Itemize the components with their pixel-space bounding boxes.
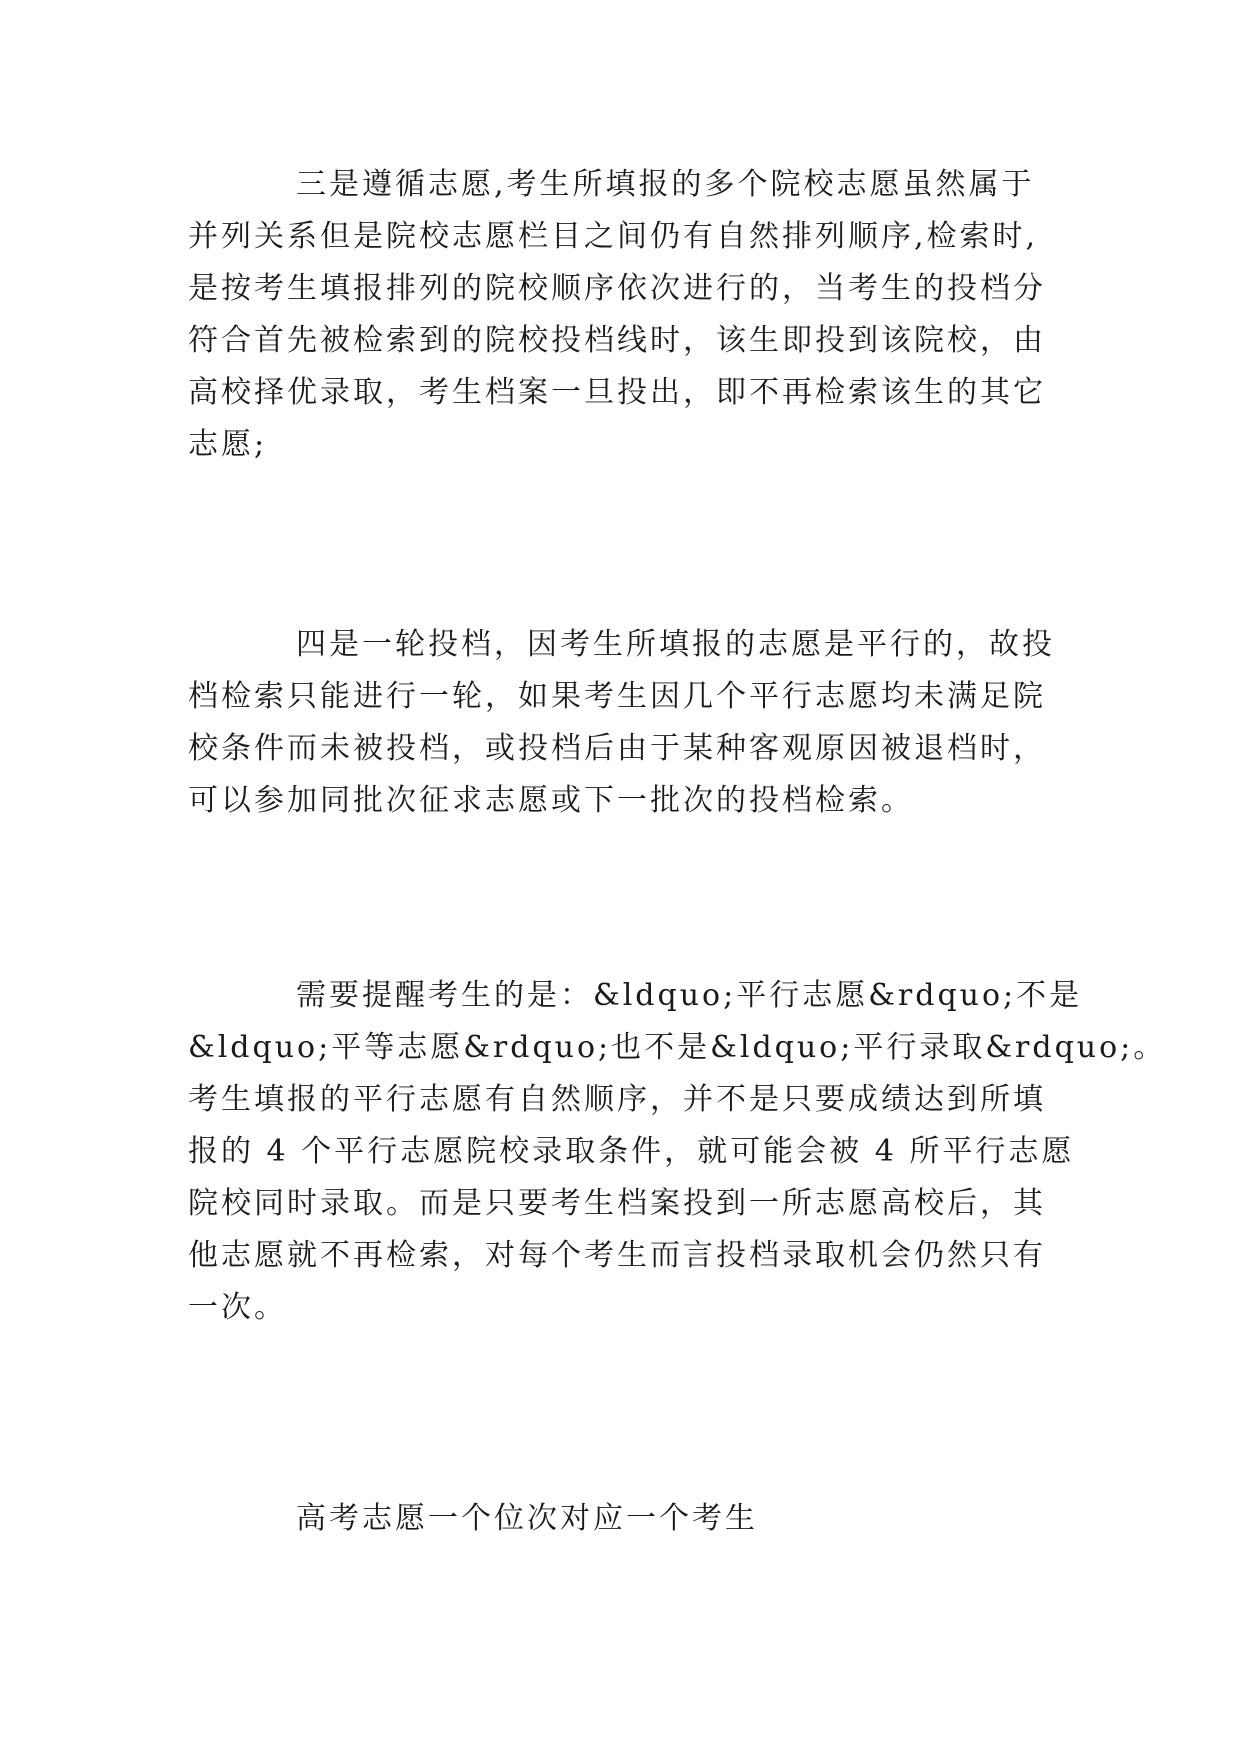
heading-text: 高考志愿一个位次对应一个考生 [296, 1501, 758, 1536]
text-line: 考生填报的平行志愿有自然顺序，并不是只要成绩达到所填 [188, 1082, 1046, 1117]
text-line: 可以参加同批次征求志愿或下一批次的投档检索。 [188, 783, 914, 818]
section-heading [188, 1493, 1088, 1545]
text-line: 三是遵循志愿,考生所填报的多个院校志愿虽然属于 [296, 167, 1035, 202]
text-line: 院校同时录取。而是只要考生档案投到一所志愿高校后，其 [188, 1186, 1046, 1221]
text-line: 符合首先被检索到的院校投档线时，该生即投到该院校，由 [188, 323, 1046, 358]
text-line: 是按考生填报排列的院校顺序依次进行的，当考生的投档分 [188, 271, 1046, 306]
text-line: 志愿; [188, 427, 268, 462]
text-line: 校条件而未被投档，或投档后由于某种客观原因被退档时， [188, 731, 1046, 766]
text-line: 并列关系但是院校志愿栏目之间仍有自然排列顺序,检索时, [188, 219, 1039, 254]
paragraph-principle-four [188, 619, 1088, 827]
text-line: 档检索只能进行一轮，如果考生因几个平行志愿均未满足院 [188, 679, 1046, 714]
text-line: 高校择优录取，考生档案一旦投出，即不再检索该生的其它 [188, 375, 1046, 410]
text-line: 需要提醒考生的是：&ldquo;平行志愿&rdquo;不是 [296, 978, 1083, 1013]
text-line: 四是一轮投档，因考生所填报的志愿是平行的，故投 [296, 627, 1055, 662]
paragraph-reminder [188, 970, 1167, 1334]
paragraph-principle-three [188, 159, 1088, 471]
text-line: 一次。 [188, 1290, 287, 1325]
text-line: &ldquo;平等志愿&rdquo;也不是&ldquo;平行录取&rdquo;。 [188, 1030, 1167, 1065]
text-line: 他志愿就不再检索，对每个考生而言投档录取机会仍然只有 [188, 1238, 1046, 1273]
text-line: 报的 4 个平行志愿院校录取条件，就可能会被 4 所平行志愿 [188, 1134, 1075, 1169]
